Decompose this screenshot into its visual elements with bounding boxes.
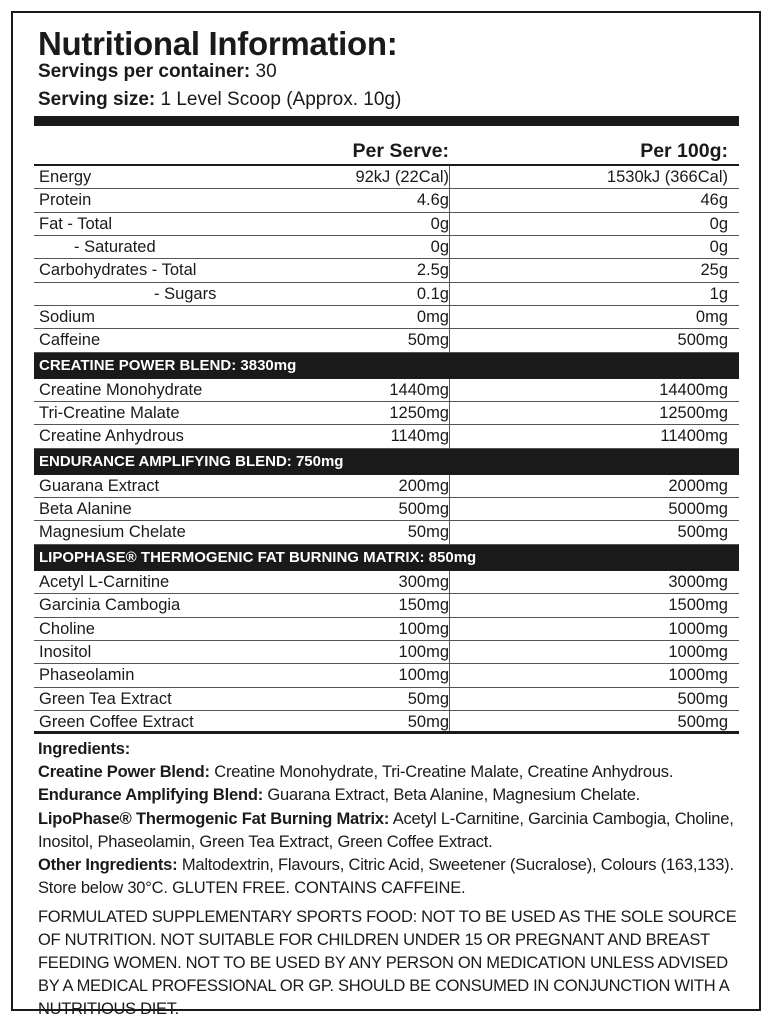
per-serve-value: 100mg [398,666,449,685]
table-row [34,498,739,521]
nutrient-name: Caffeine [39,331,101,350]
blend-header-endurance: ENDURANCE AMPLIFYING BLEND: 750mg [34,449,739,475]
table-row [34,329,739,352]
ingredients-creatine-text: Creatine Monohydrate, Tri-Creatine Malate, Creatine Anhydrous. [214,763,674,782]
ingredients-other-label: Other Ingredients: [38,856,178,875]
nutrient-name: Energy [39,168,92,186]
ingredients-other-text: Maltodextrin, Flavours, Citric Acid, Sweetener (Sucralose), Colours (163,133). [181,856,734,875]
table-row [34,475,739,498]
page-title: Nutritional Information: [38,25,398,62]
per-serve-value: 1250mg [389,404,449,423]
warning-text: FORMULATED SUPPLEMENTARY SPORTS FOOD: NOT TO BE USED AS THE SOLE SOURCE OF NUTRITION. NOT SUITABLE FOR CHILDREN UNDER 15 OR PREGNANT AND BREAST FEEDING WOMEN. NOT TO BE USED BY ANY PERSON ON MEDICATION UNLESS ADVISED BY A MEDICAL PROFESSIONAL OR GP. SHOULD BE CONSUMED IN CONJUNCTION WITH A NUTRITIOUS DIET. [38,908,737,1018]
per-serve-value: 1140mg [390,427,449,446]
ingredients-endurance-label: Endurance Amplifying Blend: [38,786,264,805]
ingredient-name: Guarana Extract [39,476,160,495]
per-100g-value: 5000mg [668,500,728,519]
table-row [34,236,739,259]
per-serve-value: 100mg [398,642,449,661]
table-row [34,425,739,448]
per-serve-value: 50mg [407,523,449,542]
nutrient-name: Sodium [39,308,95,327]
serving-size-label: Serving size: [38,89,156,110]
per-serve-value: 300mg [398,572,449,591]
per-serve-value: 0g [430,238,449,257]
ingredients-creatine-label: Creatine Power Blend: [38,763,210,782]
ingredient-name: Inositol [39,642,92,661]
nutrient-name: Protein [39,191,92,210]
per-100g-value: 500mg [677,331,728,350]
per-100g-value: 500mg [677,689,728,708]
storage-note: Store below 30°C. GLUTEN FREE. CONTAINS CAFFEINE. [38,879,466,898]
servings-value: 30 [255,61,277,82]
table-row [34,306,739,329]
nutrient-name: Fat - Total [39,214,113,233]
table-row [34,594,739,617]
per-100g-value: 12500mg [659,404,728,423]
ingredients-lipophase-text: Acetyl L-Carnitine, Garcinia Cambogia, Choline, Inositol, Phaseolamin, Green Tea Extract, Green Coffee Extract. [38,809,734,851]
ingredient-name: Magnesium Chelate [39,523,186,542]
per-serve-value: 150mg [398,596,449,615]
table-row [34,571,739,594]
table-row [34,641,739,664]
ingredient-name: Choline [39,619,95,638]
per-100g-value: 25g [700,261,728,280]
table-row [34,166,739,189]
ingredient-name: Green Tea Extract [39,689,172,708]
per-100g-value: 0g [709,214,728,233]
table-row [34,402,739,425]
ingredients-endurance-text: Guarana Extract, Beta Alanine, Magnesium Chelate. [267,786,641,805]
per-serve-value: 50mg [407,712,449,731]
table-row [34,521,739,544]
ingredients-lipophase [38,808,738,854]
nutrient-name: Carbohydrates - Total [39,261,197,280]
serving-size [38,88,401,112]
nutrition-table [34,126,739,734]
ingredients-heading: Ingredients: [38,740,131,758]
blend-header-lipophase: LIPOPHASE® THERMOGENIC FAT BURNING MATRIX: 850mg [34,545,739,571]
table-row [34,189,739,212]
ingredients-creatine [38,761,738,784]
per-serve-value: 92kJ (22Cal) [355,168,449,186]
per-100g-value: 1g [709,284,728,303]
table-row [34,618,739,641]
per-100g-value: 1500mg [668,596,728,615]
per-serve-value: 500mg [398,500,449,519]
ingredients-section [38,738,738,900]
table-row [34,283,739,306]
per-100g-value: 3000mg [668,572,728,591]
ingredient-name: Creatine Monohydrate [39,380,203,399]
per-serve-value: 1440mg [389,380,449,399]
ingredient-name: Garcinia Cambogia [39,596,181,615]
column-per-100g: Per 100g: [640,140,728,162]
ingredient-name: Acetyl L-Carnitine [39,572,170,591]
table-row [34,664,739,687]
ingredients-other [38,854,738,877]
ingredient-name: Tri-Creatine Malate [39,404,180,423]
servings-per-container [38,60,277,84]
nutrient-name: - Saturated [74,238,156,257]
per-100g-value: 11400mg [660,427,728,446]
per-serve-value: 0mg [416,308,449,327]
table-row [34,711,739,734]
per-100g-value: 14400mg [659,380,728,399]
ingredient-name: Beta Alanine [39,500,132,519]
servings-label: Servings per container: [38,61,251,82]
per-100g-value: 1000mg [668,619,728,638]
per-serve-value: 4.6g [416,191,449,210]
per-serve-value: 0g [430,214,449,233]
table-row [34,688,739,711]
per-100g-value: 500mg [677,712,728,731]
nutrient-name: - Sugars [154,284,217,303]
per-serve-value: 50mg [407,689,449,708]
ingredients-lipophase-label: LipoPhase® Thermogenic Fat Burning Matrix: [38,809,390,828]
top-rule [34,116,739,126]
per-serve-value: 200mg [398,476,449,495]
table-header [34,126,739,166]
serving-size-value: 1 Level Scoop (Approx. 10g) [160,89,402,110]
per-serve-value: 2.5g [416,261,449,280]
ingredient-name: Phaseolamin [39,666,135,685]
per-100g-value: 2000mg [668,476,728,495]
per-serve-value: 100mg [398,619,449,638]
column-per-serve: Per Serve: [352,140,449,162]
ingredient-name: Creatine Anhydrous [39,427,184,446]
per-100g-value: 1000mg [668,642,728,661]
per-100g-value: 46g [700,191,728,210]
table-row [34,379,739,402]
per-100g-value: 500mg [677,523,728,542]
nutrient-rows [34,166,739,353]
table-row [34,259,739,282]
per-serve-value: 0.1g [416,284,449,303]
ingredient-name: Green Coffee Extract [39,712,194,731]
per-100g-value: 1530kJ (366Cal) [606,168,728,186]
blend-header-creatine: CREATINE POWER BLEND: 3830mg [34,353,739,379]
per-serve-value: 50mg [407,331,449,350]
ingredients-endurance [38,784,738,807]
per-100g-value: 0g [709,238,728,257]
table-row [34,213,739,236]
per-100g-value: 1000mg [668,666,728,685]
per-100g-value: 0mg [695,308,728,327]
